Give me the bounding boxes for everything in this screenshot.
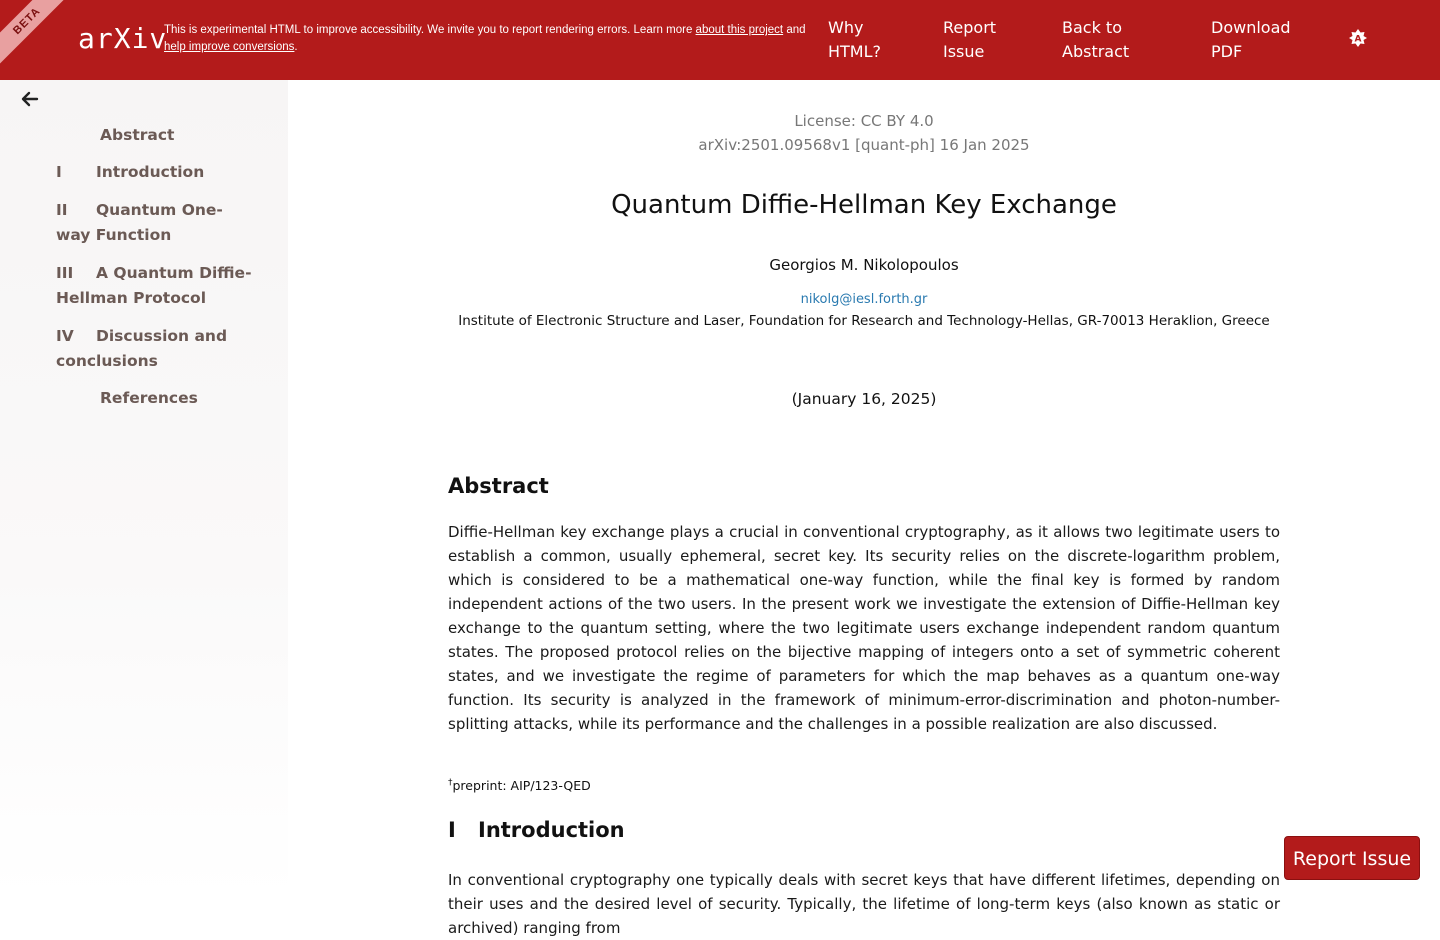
toc-label: A Quantum Diffie-Hellman Protocol bbox=[56, 264, 252, 307]
toc-item-abstract[interactable] bbox=[100, 123, 174, 148]
report-issue-link[interactable]: Report Issue bbox=[943, 18, 997, 61]
paper-content bbox=[288, 80, 1440, 937]
footnote-mark: † bbox=[448, 778, 453, 788]
why-html-link[interactable]: Why HTML? bbox=[828, 18, 882, 61]
author-email-link[interactable]: nikolg@iesl.forth.gr bbox=[800, 292, 928, 307]
about-project-link[interactable]: about this project bbox=[695, 24, 784, 36]
section-number: I bbox=[448, 818, 456, 842]
arrow-left-icon[interactable] bbox=[20, 89, 40, 109]
preprint-footnote bbox=[448, 778, 591, 793]
beta-ribbon: BETA bbox=[0, 0, 74, 68]
experimental-notice bbox=[164, 22, 814, 56]
table-of-contents bbox=[0, 80, 288, 900]
help-improve-link[interactable]: help improve conversions bbox=[164, 41, 295, 53]
introduction-text: In conventional cryptography one typically deals with secret keys that have different lifetimes, depending on their uses and the desired level of security. Typically, the lifetime of long-term keys (also known as static or archived) ranging from bbox=[448, 871, 1280, 937]
arxiv-logo[interactable]: arXiv bbox=[78, 22, 168, 55]
toc-item-discussion-and-conclusions[interactable] bbox=[56, 324, 256, 374]
notice-text: This is experimental HTML to improve accessibility. We invite you to report rendering errors. Learn more bbox=[164, 24, 696, 36]
toc-number: II bbox=[56, 201, 68, 219]
svg-text:A: A bbox=[1354, 34, 1362, 45]
theme-toggle-icon[interactable] bbox=[1348, 28, 1368, 48]
toc-item-introduction[interactable] bbox=[56, 160, 256, 185]
toc-label: Discussion and conclusions bbox=[56, 327, 228, 370]
abstract-heading: Abstract bbox=[448, 474, 549, 498]
arxiv-identifier: arXiv:2501.09568v1 [quant-ph] 16 Jan 2025 bbox=[698, 136, 1030, 154]
toc-item-quantum-diffie-hellman-protocol[interactable] bbox=[56, 261, 256, 311]
notice-end: . bbox=[294, 41, 298, 53]
introduction-heading bbox=[448, 818, 625, 842]
toc-number: III bbox=[56, 264, 74, 282]
author-affiliation: Institute of Electronic Structure and Laser, Foundation for Research and Technology-Hellas, GR-70013 Heraklion, Greece bbox=[458, 313, 1270, 329]
toc-number: IV bbox=[56, 327, 74, 345]
toc-item-quantum-one-way-function[interactable] bbox=[56, 198, 256, 248]
license-text: License: CC BY 4.0 bbox=[794, 112, 934, 130]
section-title: Introduction bbox=[478, 818, 625, 842]
footnote-text: preprint: AIP/123-QED bbox=[452, 778, 591, 794]
paper-title: Quantum Diffie-Hellman Key Exchange bbox=[611, 190, 1117, 220]
top-header bbox=[0, 0, 1440, 80]
toc-label: References bbox=[100, 389, 198, 407]
author-name: Georgios M. Nikolopoulos bbox=[769, 256, 959, 274]
paper-date: (January 16, 2025) bbox=[791, 390, 937, 408]
toc-label: Quantum One-way Function bbox=[56, 201, 223, 244]
back-to-abstract-link[interactable]: Back to Abstract bbox=[1062, 18, 1130, 61]
download-pdf-link[interactable]: Download PDF bbox=[1211, 18, 1291, 61]
toc-label: Introduction bbox=[96, 163, 205, 181]
report-issue-button[interactable]: Report Issue bbox=[1284, 836, 1420, 880]
toc-item-references[interactable] bbox=[100, 386, 198, 411]
toc-label: Abstract bbox=[100, 126, 175, 144]
abstract-text: Diffie-Hellman key exchange plays a crucial in conventional cryptography, as it allows two legitimate users to establish a common, usually ephemeral, secret key. Its security relies on the discrete-logarithm problem, which is considered to be a mathematical one-way function, while the final key is formed by random independent actions of the two users. In the present work we investigate the extension of Diffie-Hellman key exchange to the quantum setting, where the two legitimate users exchange independent random quantum states. The proposed protocol relies on the bijective mapping of integers onto a set of symmetric coherent states, and we investigate the regime of parameters for which the map behaves as a quantum one-way function. Its security is analyzed in the framework of minimum-error-discrimination and photon-number-splitting attacks, while its performance and the challenges in a possible realization are also discussed. bbox=[448, 523, 1280, 733]
notice-and: and bbox=[783, 24, 806, 36]
toc-number: I bbox=[56, 163, 62, 181]
